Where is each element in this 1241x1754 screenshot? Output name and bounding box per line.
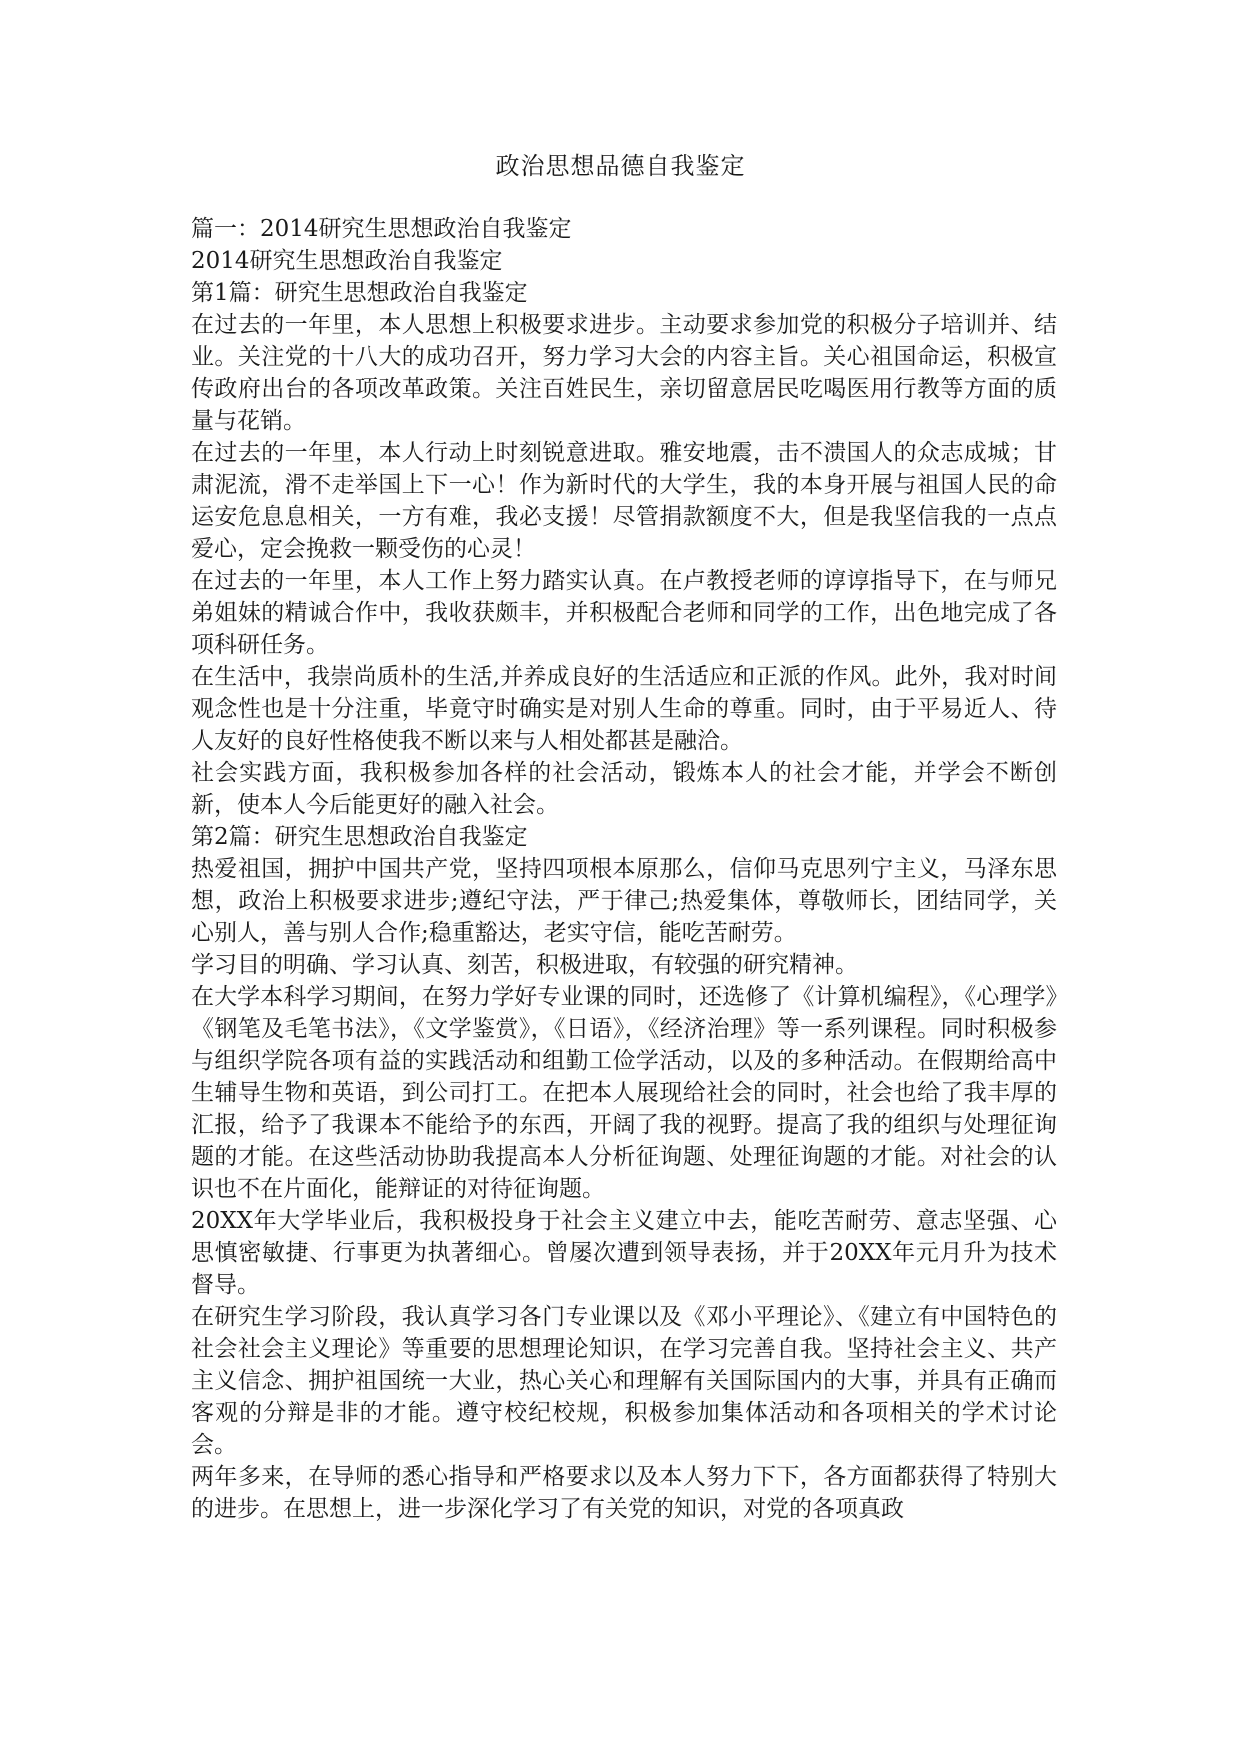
body-paragraph: 热爱祖国，拥护中国共产党，坚持四项根本原那么，信仰马克思列宁主义，马泽东思想，政治上积极要求进步;遵纪守法，严于律己;热爱集体，尊敬师长，团结同学，关心别人，善与别人合作;稳重豁达，老实守信，能吃苦耐劳。 (191, 856, 1057, 946)
body-paragraph: 在生活中，我崇尚质朴的生活,并养成良好的生活适应和正派的作风。此外，我对时间观念性也是十分注重，毕竟守时确实是对别人生命的尊重。同时，由于平易近人、待人友好的良好性格使我不断以来与人相处都甚是融洽。 (191, 664, 1057, 754)
body-paragraph: 学习目的明确、学习认真、刻苦，积极进取，有较强的研究精神。 (191, 952, 858, 978)
body-paragraph: 在过去的一年里，本人工作上努力踏实认真。在卢教授老师的谆谆指导下，在与师兄弟姐妹的精诚合作中，我收获颇丰，并积极配合老师和同学的工作，出色地完成了各项科研任务。 (191, 568, 1057, 658)
section-heading: 第1篇：研究生思想政治自我鉴定 (191, 280, 528, 306)
body-paragraph: 社会实践方面，我积极参加各样的社会活动，锻炼本人的社会才能，并学会不断创新，使本人今后能更好的融入社会。 (191, 760, 1057, 818)
body-paragraph: 在研究生学习阶段，我认真学习各门专业课以及《邓小平理论》、《建立有中国特色的社会社会主义理论》等重要的思想理论知识，在学习完善自我。坚持社会主义、共产主义信念、拥护祖国统一大业，热心关心和理解有关国际国内的大事，并具有正确而客观的分辩是非的才能。遵守校纪校规，积极参加集体活动和各项相关的学术讨论会。 (191, 1304, 1057, 1458)
section-heading: 篇一：2014研究生思想政治自我鉴定 (191, 216, 572, 242)
section-heading: 第2篇：研究生思想政治自我鉴定 (191, 824, 528, 850)
document-title: 政治思想品德自我鉴定 (495, 152, 746, 180)
body-paragraph: 20XX年大学毕业后，我积极投身于社会主义建立中去，能吃苦耐劳、意志坚强、心思慎密敏捷、行事更为执著细心。曾屡次遭到领导表扬，并于20XX年元月升为技术督导。 (191, 1208, 1057, 1298)
document-body (191, 213, 1057, 1525)
section-heading: 2014研究生思想政治自我鉴定 (191, 248, 503, 274)
body-paragraph: 在大学本科学习期间，在努力学好专业课的同时，还选修了《计算机编程》，《心理学》《钢笔及毛笔书法》，《文学鉴赏》，《日语》，《经济治理》等一系列课程。同时积极参与组织学院各项有益的实践活动和组勤工俭学活动，以及的多种活动。在假期给高中生辅导生物和英语，到公司打工。在把本人展现给社会的同时，社会也给了我丰厚的汇报，给予了我课本不能给予的东西，开阔了我的视野。提高了我的组织与处理征询题的才能。在这些活动协助我提高本人分析征询题、处理征询题的才能。对社会的认识也不在片面化，能辩证的对待征询题。 (191, 984, 1057, 1202)
body-paragraph: 在过去的一年里，本人行动上时刻锐意进取。雅安地震，击不溃国人的众志成城；甘肃泥流，滑不走举国上下一心！作为新时代的大学生，我的本身开展与祖国人民的命运安危息息相关，一方有难，我必支援！尽管捐款额度不大，但是我坚信我的一点点爱心，定会挽救一颗受伤的心灵！ (191, 440, 1057, 562)
body-paragraph: 在过去的一年里，本人思想上积极要求进步。主动要求参加党的积极分子培训并、结业。关注党的十八大的成功召开，努力学习大会的内容主旨。关心祖国命运，积极宣传政府出台的各项改革政策。关注百姓民生，亲切留意居民吃喝医用行教等方面的质量与花销。 (191, 312, 1057, 434)
body-paragraph: 两年多来，在导师的悉心指导和严格要求以及本人努力下下，各方面都获得了特别大的进步。在思想上，进一步深化学习了有关党的知识，对党的各项真政 (191, 1464, 1057, 1522)
